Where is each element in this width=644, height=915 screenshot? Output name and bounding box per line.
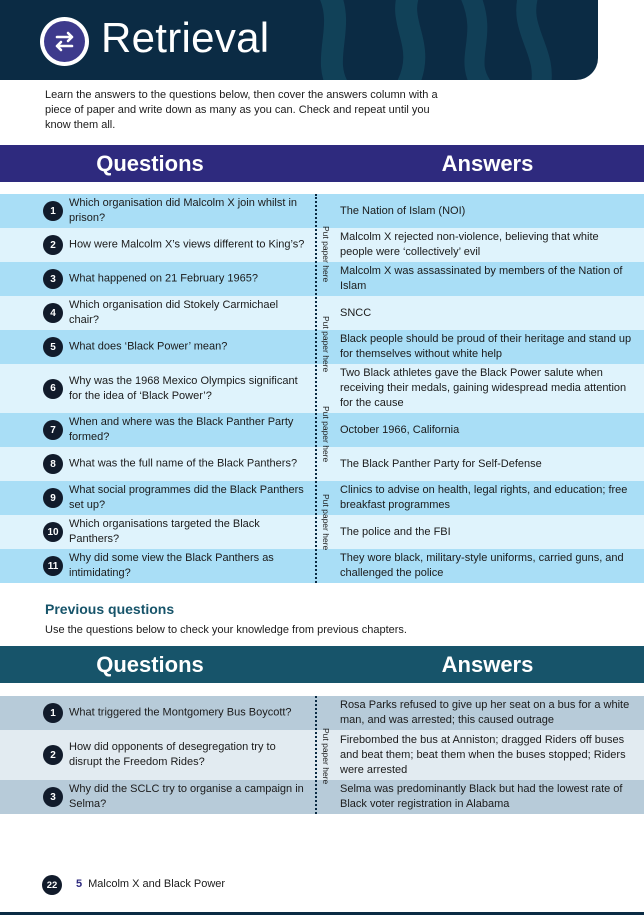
put-paper-here-label: Put paper here <box>321 315 331 373</box>
question-cell <box>0 364 313 413</box>
page-title: Retrieval <box>101 14 270 61</box>
previous-questions-intro: Use the questions below to check your knowledge from previous chapters. <box>45 624 407 636</box>
previous-questions-heading: Previous questions <box>45 601 175 617</box>
question-number: 5 <box>43 337 63 357</box>
chapter-number: 5 <box>76 878 83 890</box>
answer-text: The Nation of Islam (NOI) <box>340 204 466 217</box>
answer-cell <box>333 296 644 330</box>
question-text: What social programmes did the Black Panthers set up? <box>69 484 304 511</box>
question-text: What triggered the Montgomery Bus Boycott? <box>69 706 292 719</box>
question-text: What was the full name of the Black Panthers? <box>69 457 298 470</box>
question-cell <box>0 194 313 228</box>
question-cell <box>0 296 313 330</box>
question-cell <box>0 730 313 780</box>
answer-cell <box>333 549 644 583</box>
questions-heading: Questions <box>96 651 204 677</box>
question-text: What happened on 21 February 1965? <box>69 272 258 285</box>
question-number: 6 <box>43 379 63 399</box>
answer-text: SNCC <box>340 306 372 319</box>
question-cell <box>0 549 313 583</box>
answer-text: The police and the FBI <box>340 525 451 538</box>
answer-text: Selma was predominantly Black but had the lowest rate of Black voter registration in Alabama <box>340 783 623 810</box>
answer-cell <box>333 194 644 228</box>
question-cell <box>0 780 313 814</box>
question-text: Which organisation did Stokely Carmichael chair? <box>69 299 279 326</box>
answer-cell <box>333 780 644 814</box>
question-text: How were Malcolm X’s views different to King’s? <box>69 238 305 251</box>
retrieval-column-header <box>0 145 644 182</box>
question-number: 3 <box>43 269 63 289</box>
answer-cell <box>333 262 644 296</box>
answer-text: They wore black, military-style uniforms, carried guns, and challenged the police <box>340 552 624 579</box>
previous-column-header <box>0 646 644 683</box>
question-cell <box>0 481 313 515</box>
answer-text: Rosa Parks refused to give up her seat on a bus for a white man, and was arrested; this caused outrage <box>340 699 630 726</box>
answer-cell <box>333 330 644 364</box>
question-number: 9 <box>43 488 63 508</box>
table-row <box>0 549 644 583</box>
header-banner <box>0 0 598 80</box>
question-cell <box>0 515 313 549</box>
put-paper-here-label: Put paper here <box>321 225 331 283</box>
answer-cell <box>333 481 644 515</box>
page-number: 22 <box>42 875 62 895</box>
answers-heading: Answers <box>441 651 534 677</box>
questions-heading: Questions <box>96 150 204 176</box>
question-cell <box>0 330 313 364</box>
put-paper-here-label: Put paper here <box>321 727 331 785</box>
answer-cell <box>333 730 644 780</box>
question-cell <box>0 228 313 262</box>
question-text: Which organisations targeted the Black Panthers? <box>69 518 260 545</box>
answer-text: The Black Panther Party for Self-Defense <box>340 457 542 470</box>
question-number: 2 <box>43 235 63 255</box>
question-number: 8 <box>43 454 63 474</box>
answer-text: Two Black athletes gave the Black Power salute when receiving their medals, gaining widespread media attention for the cause <box>340 367 627 409</box>
question-number: 1 <box>43 201 63 221</box>
question-text: Why did the SCLC try to organise a campaign in Selma? <box>69 783 304 810</box>
question-number: 10 <box>43 522 63 542</box>
put-paper-here-label: Put paper here <box>321 405 331 463</box>
put-paper-here-label: Put paper here <box>321 493 331 551</box>
question-text: When and where was the Black Panther Party formed? <box>69 416 294 443</box>
question-cell <box>0 447 313 481</box>
question-cell <box>0 413 313 447</box>
swap-arrows-icon <box>40 17 89 66</box>
answer-text: Black people should be proud of their heritage and stand up for themselves without white help <box>340 333 632 360</box>
question-number: 7 <box>43 420 63 440</box>
question-text: How did opponents of desegregation try to disrupt the Freedom Rides? <box>69 741 276 768</box>
answer-text: October 1966, California <box>340 423 460 436</box>
question-cell <box>0 696 313 730</box>
answer-cell <box>333 447 644 481</box>
question-number: 2 <box>43 745 63 765</box>
answer-text: Malcolm X was assassinated by members of the Nation of Islam <box>340 265 623 292</box>
question-text: Which organisation did Malcolm X join whilst in prison? <box>69 197 298 224</box>
answer-cell <box>333 413 644 447</box>
question-number: 1 <box>43 703 63 723</box>
header-decoration <box>300 0 598 80</box>
question-text: Why did some view the Black Panthers as intimidating? <box>69 552 274 579</box>
intro-text: Learn the answers to the questions below, then cover the answers column with a piece of paper and write down as many as you can. Check and repeat until you know them all. <box>45 89 438 131</box>
chapter-label <box>76 878 225 890</box>
answer-cell <box>333 228 644 262</box>
question-number: 3 <box>43 787 63 807</box>
answer-text: Firebombed the bus at Anniston; dragged Riders off buses and beat them; beat them when the buses stopped; Riders were arrested <box>340 733 626 776</box>
answer-text: Clinics to advise on health, legal rights, and education; free breakfast programmes <box>340 484 628 511</box>
answers-heading: Answers <box>441 150 534 176</box>
question-text: Why was the 1968 Mexico Olympics significant for the idea of ‘Black Power’? <box>69 374 298 402</box>
question-number: 4 <box>43 303 63 323</box>
answer-cell <box>333 515 644 549</box>
question-number: 11 <box>43 556 63 576</box>
chapter-title: Malcolm X and Black Power <box>88 878 226 890</box>
question-text: What does ‘Black Power’ mean? <box>69 340 228 353</box>
answer-cell <box>333 696 644 730</box>
answer-cell <box>333 364 644 413</box>
answer-text: Malcolm X rejected non-violence, believing that white people were ‘collectively’ evil <box>340 231 599 258</box>
question-cell <box>0 262 313 296</box>
